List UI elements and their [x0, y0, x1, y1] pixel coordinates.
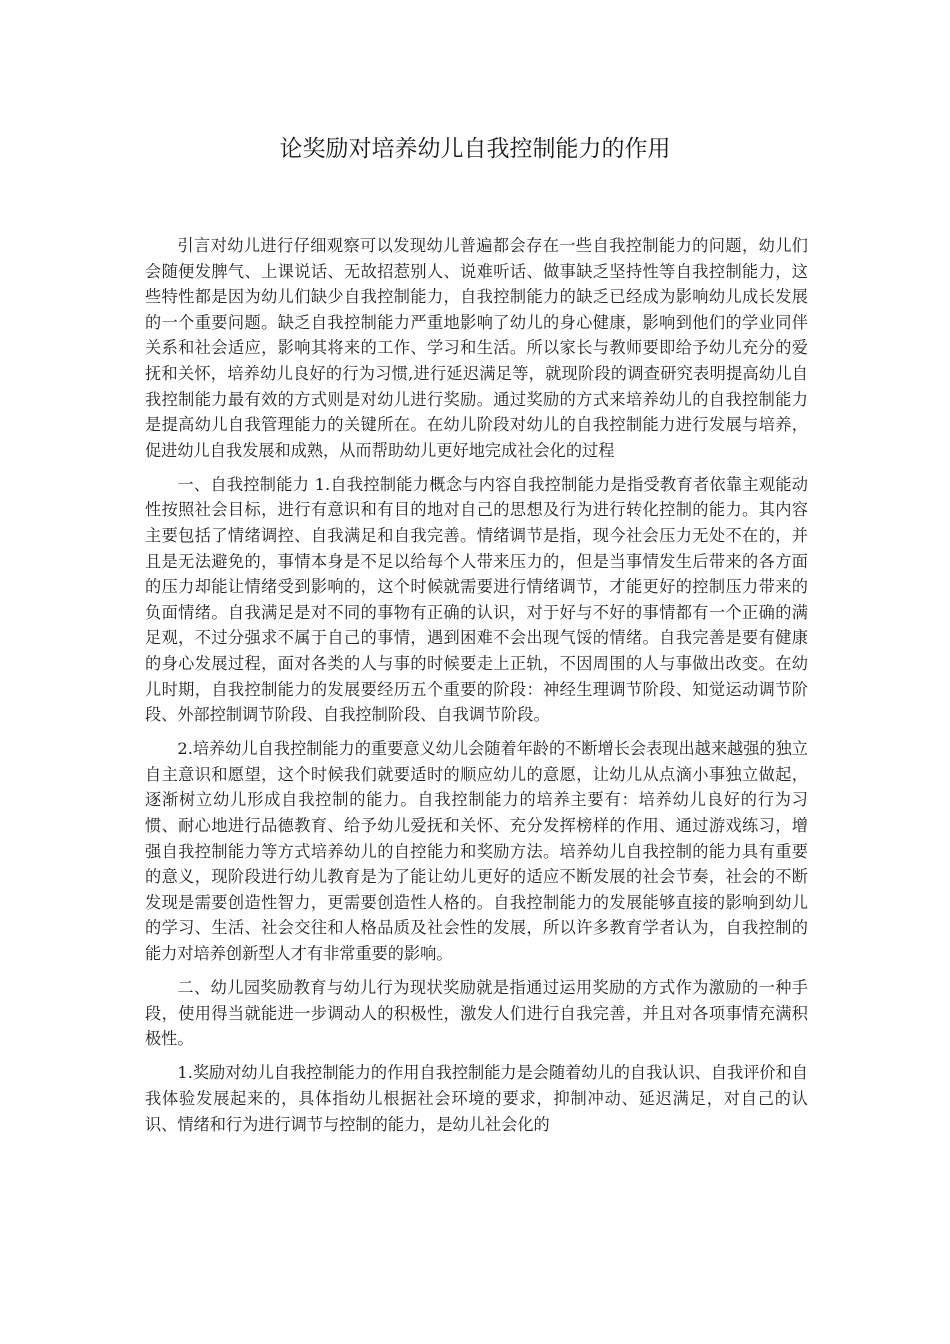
paragraph-reward-effect: 1.奖励对幼儿自我控制能力的作用自我控制能力是会随着幼儿的自我认识、自我评价和自我体验发展起来的，具体指幼儿根据社会环境的要求，抑制冲动、延迟满足，对自己的认识、情绪和行为进行调节与控制的能力，是幼儿社会化的: [145, 1063, 808, 1134]
paragraph-self-control-significance: 2.培养幼儿自我控制能力的重要意义幼儿会随着年龄的不断增长会表现出越来越强的独立自主意识和愿望，这个时候我们就要适时的顺应幼儿的意愿，让幼儿从点滴小事独立做起，逐渐树立幼儿形成自我控制的能力。自我控制能力的培养主要有：培养幼儿良好的行为习惯、耐心地进行品德教育、给予幼儿爱抚和关怀、充分发挥榜样的作用、通过游戏练习，增强自我控制能力等方式培养幼儿的自控能力和奖励方法。培养幼儿自我控制的能力具有重要的意义，现阶段进行幼儿教育是为了能让幼儿更好的适应不断发展的社会节奏，社会的不断发现是需要创造性智力，更需要创造性人格的。自我控制能力的发展能够直接的影响到幼儿的学习、生活、社会交往和人格品质及社会性的发展，所以许多教育学者认为，自我控制的能力对培养创新型人才有非常重要的影响。: [145, 739, 808, 964]
paragraph-reward-education-status: 二、幼儿园奖励教育与幼儿行为现状奖励就是指通过运用奖励的方式作为激励的一种手段，使用得当就能进一步调动人的积极性，激发人们进行自我完善，并且对各项事情充满积极性。: [145, 978, 808, 1049]
document-body: [145, 233, 808, 1146]
paragraph-self-control-concept: 一、自我控制能力 1.自我控制能力概念与内容自我控制能力是指受教育者依靠主观能动性按照社会目标，进行有意识和有目的地对自己的思想及行为进行转化控制的能力。其内容主要包括了情绪调控、自我满足和自我完善。情绪调节是指，现今社会压力无处不在的，并且是无法避免的，事情本身是不足以给每个人带来压力的，但是当事情发生后带来的各方面的压力却能让情绪受到影响的，这个时候就需要进行情绪调节，才能更好的控制压力带来的负面情绪。自我满足是对不同的事物有正确的认识，对于好与不好的事情都有一个正确的满足观，不过分强求不属于自己的事情，遇到困难不会出现气馁的情绪。自我完善是要有健康的身心发展过程，面对各类的人与事的时候要走上正轨，不因周围的人与事做出改变。在幼儿时期，自我控制能力的发展要经历五个重要的阶段：神经生理调节阶段、知觉运动调节阶段、外部控制调节阶段、自我控制阶段、自我调节阶段。: [145, 474, 808, 725]
paragraph-introduction: 引言对幼儿进行仔细观察可以发现幼儿普遍都会存在一些自我控制能力的问题，幼儿们会随便发脾气、上课说话、无故招惹别人、说难听话、做事缺乏坚持性等自我控制能力，这些特性都是因为幼儿们缺少自我控制能力，自我控制能力的缺乏已经成为影响幼儿成长发展的一个重要问题。缺乏自我控制能力严重地影响了幼儿的身心健康，影响到他们的学业同伴关系和社会适应，影响其将来的工作、学习和生活。所以家长与教师要即给予幼儿充分的爱抚和关怀，培养幼儿良好的行为习惯,进行延迟满足等，就现阶段的调查研究表明提高幼儿自我控制能力最有效的方式则是对幼儿进行奖励。通过奖励的方式来培养幼儿的自我控制能力是提高幼儿自我管理能力的关键所在。在幼儿阶段对幼儿的自我控制能力进行发展与培养，促进幼儿自我发展和成熟，从而帮助幼儿更好地完成社会化的过程: [145, 236, 808, 460]
document-title: 论奖励对培养幼儿自我控制能力的作用: [279, 136, 671, 162]
